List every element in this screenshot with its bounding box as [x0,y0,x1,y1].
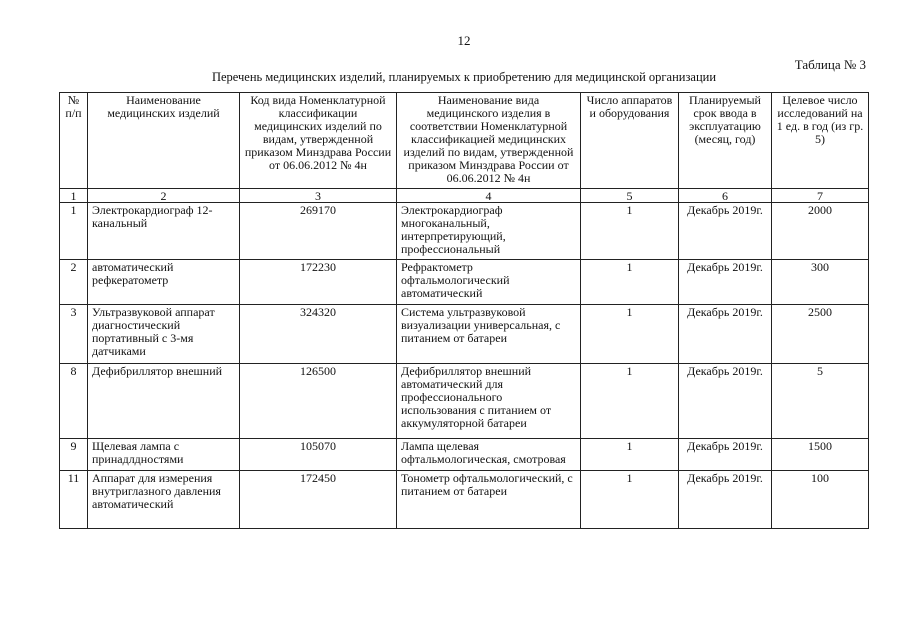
device-code: 172450 [240,471,397,529]
device-type-name: Электрокардиограф многоканальный, интерпретирующий, профессиональный [397,203,581,260]
device-count: 1 [581,439,679,471]
column-number: 2 [88,189,240,203]
device-count: 1 [581,471,679,529]
device-name: Щелевая лампа с принадлдностями [88,439,240,471]
document-title: Перечень медицинских изделий, планируемых к приобретению для медицинской организации [211,70,717,84]
device-count: 1 [581,203,679,260]
table-row [60,439,869,471]
table-row [60,203,869,260]
target-studies: 1500 [772,439,869,471]
target-studies: 300 [772,260,869,305]
device-type-name: Рефрактометр офтальмологический автоматический [397,260,581,305]
column-number: 7 [772,189,869,203]
target-studies: 2500 [772,305,869,364]
commission-date: Декабрь 2019г. [679,305,772,364]
page-number: 12 [457,33,471,48]
device-count: 1 [581,364,679,439]
header-row [60,93,869,189]
table-label: Таблица № 3 [794,57,866,72]
device-type-name: Система ультразвуковой визуализации универсальная, с питанием от батареи [397,305,581,364]
commission-date: Декабрь 2019г. [679,364,772,439]
device-code: 126500 [240,364,397,439]
device-name: Аппарат для измерения внутриглазного давления автоматический [88,471,240,529]
column-number: 6 [679,189,772,203]
row-number: 2 [60,260,88,305]
header-cell-num: № п/п [60,93,88,189]
row-number: 9 [60,439,88,471]
table-row [60,305,869,364]
device-type-name: Лампа щелевая офтальмологическая, смотровая [397,439,581,471]
column-number: 5 [581,189,679,203]
table-row [60,364,869,439]
header-cell-date: Планируемый срок ввода в эксплуатацию (месяц, год) [679,93,772,189]
row-number: 8 [60,364,88,439]
device-count: 1 [581,305,679,364]
row-number: 1 [60,203,88,260]
column-number-row [60,189,869,203]
column-number: 4 [397,189,581,203]
header-cell-code: Код вида Номенклатурной классификации медицинских изделий по видам, утвержденной приказом Минздрава России от 06.06.2012 № 4н [240,93,397,189]
column-number: 1 [60,189,88,203]
table-row [60,260,869,305]
header-cell-name: Наименование медицинских изделий [88,93,240,189]
commission-date: Декабрь 2019г. [679,471,772,529]
device-code: 105070 [240,439,397,471]
row-number: 3 [60,305,88,364]
device-name: автоматический рефкератометр [88,260,240,305]
device-code: 324320 [240,305,397,364]
row-number: 11 [60,471,88,529]
commission-date: Декабрь 2019г. [679,203,772,260]
commission-date: Декабрь 2019г. [679,439,772,471]
equipment-table [59,92,869,529]
column-number: 3 [240,189,397,203]
header-cell-type-name: Наименование вида медицинского изделия в соответствии Номенклатурной классификацией медицинских изделий по видам, утвержденной приказом Минздрава России от 06.06.2012 № 4н [397,93,581,189]
device-name: Ультразвуковой аппарат диагностический портативный с 3-мя датчиками [88,305,240,364]
device-type-name: Тонометр офтальмологический, с питанием от батареи [397,471,581,529]
device-code: 172230 [240,260,397,305]
device-type-name: Дефибриллятор внешний автоматический для профессионального использования с питанием от аккумуляторной батареи [397,364,581,439]
table-row [60,471,869,529]
device-code: 269170 [240,203,397,260]
target-studies: 100 [772,471,869,529]
target-studies: 2000 [772,203,869,260]
target-studies: 5 [772,364,869,439]
device-name: Дефибриллятор внешний [88,364,240,439]
device-name: Электрокардиограф 12-канальный [88,203,240,260]
header-cell-target: Целевое число исследований на 1 ед. в год (из гр. 5) [772,93,869,189]
header-cell-count: Число аппаратов и оборудования [581,93,679,189]
commission-date: Декабрь 2019г. [679,260,772,305]
device-count: 1 [581,260,679,305]
